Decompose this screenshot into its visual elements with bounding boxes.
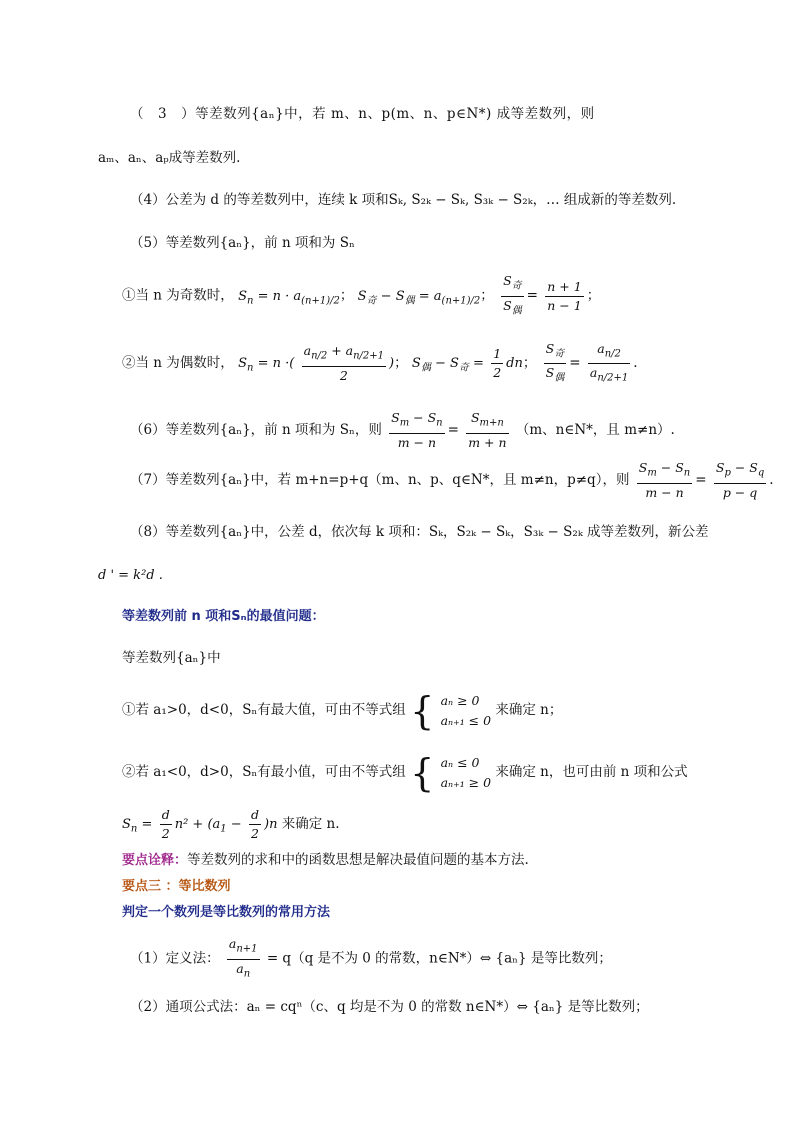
property-4-text: （4）公差为 d 的等差数列中，连续 k 项和Sₖ, S₂ₖ − Sₖ, S₃ₖ − S₂ₖ，… 组成新的等差数列. [130,192,677,208]
max-min-title: 等差数列前 n 项和Sₙ的最值问题： [122,609,325,624]
min-ineq-1: aₙ ≤ 0 [440,754,480,770]
property-6-text: （6）等差数列{aₙ}，前 n 项和为 Sₙ，则 [130,422,382,438]
property-5-odd: ①当 n 为奇数时， $S_n = n \cdot a_{(n+1)/2}$； $S_奇 - S_偶 = a_{(n+1)/2}$； $\frac{S_奇}{S_偶}$ = $\frac{n + 1}{n - 1}$ ； [122,272,794,323]
max-case-text: ①若 a₁>0，d<0，Sₙ有最大值，可由不等式组 [122,702,406,718]
methods-heading [122,902,794,923]
left-brace-icon: { [410,750,435,795]
even-case-label: ②当 n 为偶数时， [122,355,234,371]
property-3-text: （ 3 ）等差数列{aₙ}中，若 m、n、p(m、n、p∈N*) 成等差数列，则 [130,106,595,122]
property-3-line1 [130,104,750,124]
max-case [122,688,794,732]
property-3-conclusion: aₘ、aₙ、aₚ成等差数列. [98,150,241,166]
max-inequality-system [441,691,492,731]
sum-quadratic-formula: $S_n$ = $\frac{d}{2}$ $n^2 + (a_1$ − $\frac{d}{2}$ )n 来确定 n. [122,807,340,841]
max-case-tail: 来确定 n； [495,702,563,718]
max-min-heading [122,606,794,627]
even-mean-fraction: $\frac{a_{n/2} + a_{n/2+1}}{2}$ [303,343,385,383]
method-definition [130,935,794,983]
even-formula-1: $S_n = n$ ·( [238,356,295,374]
method-general-term [130,997,794,1017]
left-brace-icon: { [410,688,435,733]
methods-title: 判定一个数列是等比数列的常用方法 [122,905,331,920]
property-5 [130,233,794,253]
odd-case-label: ①当 n 为奇数时， [122,287,234,304]
property-6-lhs: $\frac{S_m - S_n}{m - n}$ [391,410,443,450]
odd-formula-2: $S_奇 - S_偶 = a_{(n+1)/2}$ [357,288,481,307]
sum-formula: $S_n$ = [122,817,153,835]
half-fraction: $\frac{1}{2}$ [493,346,502,380]
min-ineq-2: aₙ₊₁ ≥ 0 [440,774,492,790]
property-8-line2 [98,565,794,586]
property-5-text: （5）等差数列{aₙ}，前 n 项和为 Sₙ [130,235,355,251]
property-7-text: （7）等差数列{aₙ}中，若 m+n=p+q（m、n、p、q∈N*，且 m≠n，p≠q），则 [130,472,630,488]
ratio-fraction: $\frac{a_{n+1}}{a_n}$ [228,936,258,979]
key3-title: 要点三 ：等比数列 [122,879,231,894]
d-half-1: $\frac{d}{2}$ [161,807,170,841]
even-ratio-value: $\frac{a_{n/2}}{a_{n/2+1}}$ [589,340,629,384]
property-7-rhs: $\frac{S_p - S_q}{p - q}$ [715,460,765,500]
property-5-even: ②当 n 为偶数时， $S_n = n$ ·( $\frac{a_{n/2} + a_{n/2+1}}{2}$ )； $S_偶 - S_奇$ = $\frac{1}{2}$ dn； $\frac{S_奇}{S_偶}$ = $\frac{a_{n/2}}{a_{n/2+1}}$ . [122,338,794,394]
min-case [122,750,794,794]
property-3-line2 [98,148,794,168]
note-label: 要点诠释： [122,853,188,868]
max-min-intro-text: 等差数列{aₙ}中 [122,650,221,666]
min-inequality-system [441,753,492,793]
property-6-rhs: $\frac{S_{m+n}}{m + n}$ [468,410,507,450]
property-8-line1 [130,522,794,542]
property-6-condition: （m、n∈N*，且 m≠n）. [515,422,675,438]
even-ratio-fraction: $\frac{S_奇}{S_偶}$ [545,340,565,384]
method-1-text: = q（q 是不为 0 的常数，n∈N*）⇔ {aₙ} 是等比数列； [266,950,612,967]
odd-ratio-value: $\frac{n + 1}{n - 1}$ [547,278,582,313]
sum-formula-tail: 来确定 n. [281,816,340,832]
min-case-tail: 来确定 n，也可由前 n 项和公式 [495,764,688,780]
odd-ratio-fraction: $\frac{S_奇}{S_偶}$ [503,273,522,316]
key3-heading [122,876,794,897]
method-1-label: （1）定义法： [130,950,220,967]
property-8-text: （8）等差数列{aₙ}中，公差 d，依次每 k 项和：Sₖ，S₂ₖ − Sₖ，S₃ₖ − S₂ₖ 成等差数列，新公差 [130,524,709,540]
max-ineq-1: aₙ ≥ 0 [440,692,480,708]
new-common-difference: d ' = k²d . [98,568,163,583]
d-half-2: $\frac{d}{2}$ [250,807,259,841]
note-line [122,850,794,871]
even-formula-2: $S_偶 - S_奇$ = [411,356,484,374]
method-2-text: （2）通项公式法：aₙ = cqⁿ（c、q 均是不为 0 的常数 n∈N*）⇔ {aₙ} 是等比数列； [130,999,649,1015]
property-4 [130,190,794,210]
property-7-lhs: $\frac{S_m - S_n}{m - n}$ [638,460,691,500]
min-case-text: ②若 a₁<0，d>0，Sₙ有最小值，可由不等式组 [122,764,406,780]
odd-formula-1: $S_n = n \cdot a_{(n+1)/2}$ [238,288,340,307]
property-7: （7）等差数列{aₙ}中，若 m+n=p+q（m、n、p、q∈N*，且 m≠n，p≠q），则 $\frac{S_m - S_n}{m - n}$ = $\frac{S_p - S_q}{p - q}$ . [130,460,774,500]
note-text: 等差数列的求和中的函数思想是解决最值问题的基本方法. [187,852,529,868]
max-min-intro [122,648,794,668]
property-6: （6）等差数列{aₙ}，前 n 项和为 Sₙ，则 $\frac{S_m - S_n}{m - n}$ = $\frac{S_{m+n}}{m + n}$ （m、n∈N*，且 m≠n）. [130,410,675,450]
max-ineq-2: aₙ₊₁ ≤ 0 [440,712,492,728]
